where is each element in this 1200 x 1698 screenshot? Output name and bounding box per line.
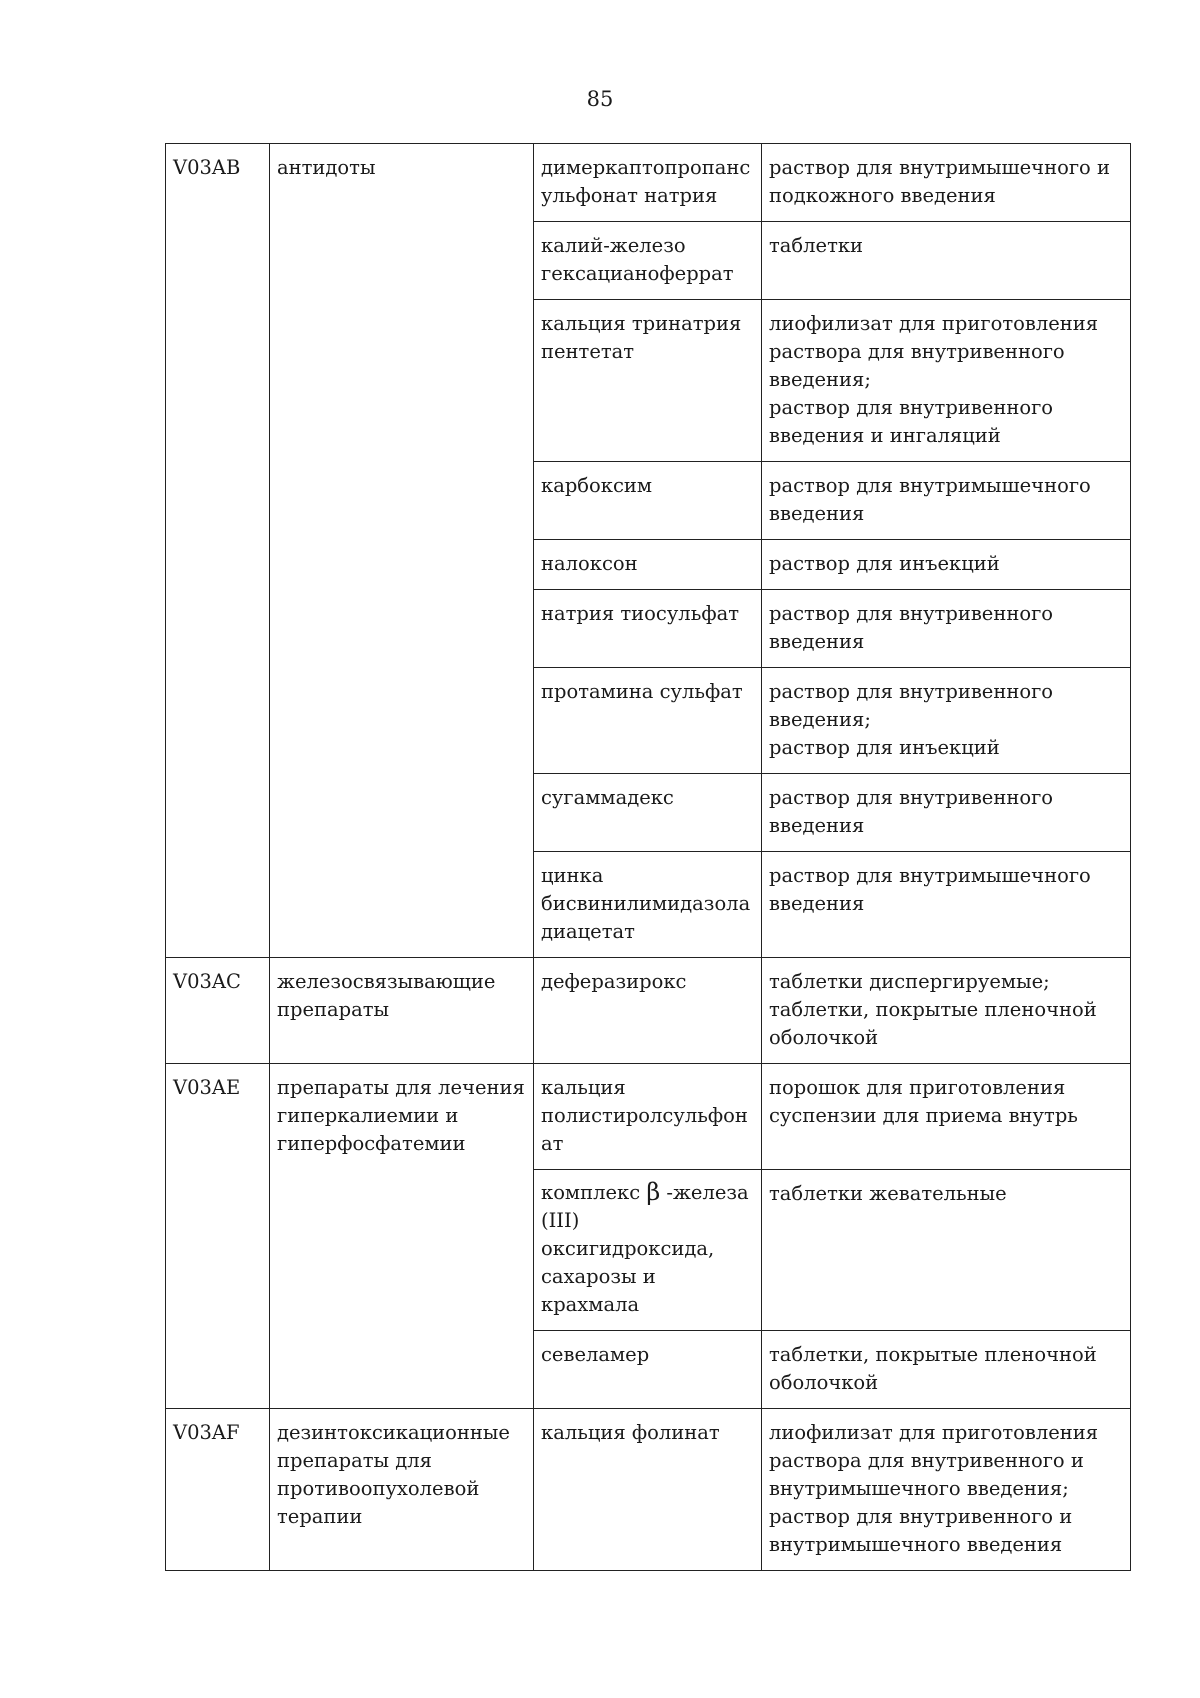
dosage-form: таблетки жевательные <box>769 1182 1007 1205</box>
drug-name-line: калий-железо <box>541 234 686 257</box>
dosage-form-cell <box>762 590 1131 668</box>
drug-name-cell <box>534 1409 762 1571</box>
group-name-cell: антидоты <box>270 144 534 958</box>
dosage-form: раствор для внутримышечного введения <box>769 864 1091 915</box>
atc-code-cell: V03AB <box>166 144 270 958</box>
dosage-form-cell <box>762 462 1131 540</box>
dosage-form-cell <box>762 144 1131 222</box>
dosage-form-cell <box>762 300 1131 462</box>
dosage-form: таблетки, покрытые пленочной оболочкой <box>769 998 1097 1049</box>
drug-name-line: гексацианоферрат <box>541 262 734 285</box>
dosage-form: таблетки, покрытые пленочной оболочкой <box>769 1343 1097 1394</box>
dosage-form-cell <box>762 668 1131 774</box>
dosage-form: раствор для внутримышечного введения <box>769 474 1091 525</box>
drug-name-cell <box>534 1064 762 1170</box>
drug-name-line: деферазирокс <box>541 970 687 993</box>
group-name-cell: препараты для лечения гиперкалиемии и гиперфосфатемии <box>270 1064 534 1409</box>
dosage-form: раствор для внутривенного введения; <box>769 680 1054 731</box>
drug-name-line: севеламер <box>541 1343 650 1366</box>
dosage-form-cell <box>762 852 1131 958</box>
page-number: 85 <box>586 87 614 111</box>
dosage-form: лиофилизат для приготовления раствора для внутривенного введения; <box>769 312 1099 391</box>
dosage-form: таблетки <box>769 234 864 257</box>
table-row <box>166 144 1131 222</box>
beta-symbol: β <box>646 1178 661 1206</box>
atc-code-cell: V03AE <box>166 1064 270 1409</box>
drug-name-cell <box>534 590 762 668</box>
group-name-cell: железосвязывающие препараты <box>270 958 534 1064</box>
table-row <box>166 1409 1131 1571</box>
dosage-form: раствор для внутривенного и внутримышечного введения <box>769 1505 1073 1556</box>
dosage-form-cell <box>762 1331 1131 1409</box>
dosage-form-cell <box>762 1064 1131 1170</box>
drug-name-cell <box>534 668 762 774</box>
dosage-form-cell <box>762 540 1131 590</box>
dosage-form-cell <box>762 774 1131 852</box>
drug-name-line: ульфонат натрия <box>541 184 718 207</box>
dosage-form: раствор для инъекций <box>769 552 1000 575</box>
dosage-form: раствор для внутримышечного и подкожного введения <box>769 156 1110 207</box>
atc-code-cell: V03AF <box>166 1409 270 1571</box>
drug-name-line: кальция тринатрия пентетат <box>541 312 742 363</box>
atc-code-cell: V03AC <box>166 958 270 1064</box>
dosage-form: раствор для инъекций <box>769 736 1000 759</box>
dosage-form: раствор для внутривенного введения <box>769 602 1054 653</box>
drug-name-cell <box>534 462 762 540</box>
drug-name-line: димеркаптопропанс <box>541 156 751 179</box>
table-row <box>166 958 1131 1064</box>
drug-name-cell <box>534 1331 762 1409</box>
drug-name-line: цинка <box>541 864 604 887</box>
drug-name-cell <box>534 774 762 852</box>
dosage-form-cell <box>762 1409 1131 1571</box>
dosage-form-cell <box>762 958 1131 1064</box>
drug-name-line: налоксон <box>541 552 638 575</box>
drug-name-line: кальция фолинат <box>541 1421 720 1444</box>
drug-name-cell <box>534 222 762 300</box>
drug-name-cell <box>534 144 762 222</box>
drug-name-line: бисвинилимидазола <box>541 892 751 915</box>
drug-name-suffix: -железа (III) оксигидроксида, сахарозы и крахмала <box>541 1181 749 1316</box>
drug-name-cell <box>534 852 762 958</box>
drug-name-line: сугаммадекс <box>541 786 674 809</box>
drug-name-line: карбоксим <box>541 474 653 497</box>
dosage-form: порошок для приготовления суспензии для приема внутрь <box>769 1076 1078 1127</box>
dosage-form-cell <box>762 222 1131 300</box>
table-row <box>166 1064 1131 1170</box>
drug-name-line: кальция <box>541 1076 626 1099</box>
drug-name-prefix: комплекс <box>541 1181 647 1204</box>
drug-name-line: натрия тиосульфат <box>541 602 739 625</box>
group-name-cell: дезинтоксикационные препараты для противоопухолевой терапии <box>270 1409 534 1571</box>
drug-name-cell <box>534 540 762 590</box>
drug-name-cell <box>534 958 762 1064</box>
drug-name-line: диацетат <box>541 920 635 943</box>
drug-name-line: полистиролсульфон <box>541 1104 748 1127</box>
dosage-form: раствор для внутривенного введения и ингаляций <box>769 396 1054 447</box>
dosage-form-cell <box>762 1170 1131 1331</box>
dosage-form: лиофилизат для приготовления раствора для внутривенного и внутримышечного введения; <box>769 1421 1099 1500</box>
drug-name-cell <box>534 300 762 462</box>
drug-name-line: ат <box>541 1132 564 1155</box>
drug-name-line: протамина сульфат <box>541 680 743 703</box>
dosage-form: таблетки диспергируемые; <box>769 970 1050 993</box>
drug-name-cell <box>534 1170 762 1331</box>
dosage-form: раствор для внутривенного введения <box>769 786 1054 837</box>
drug-list-table <box>165 143 1131 1571</box>
